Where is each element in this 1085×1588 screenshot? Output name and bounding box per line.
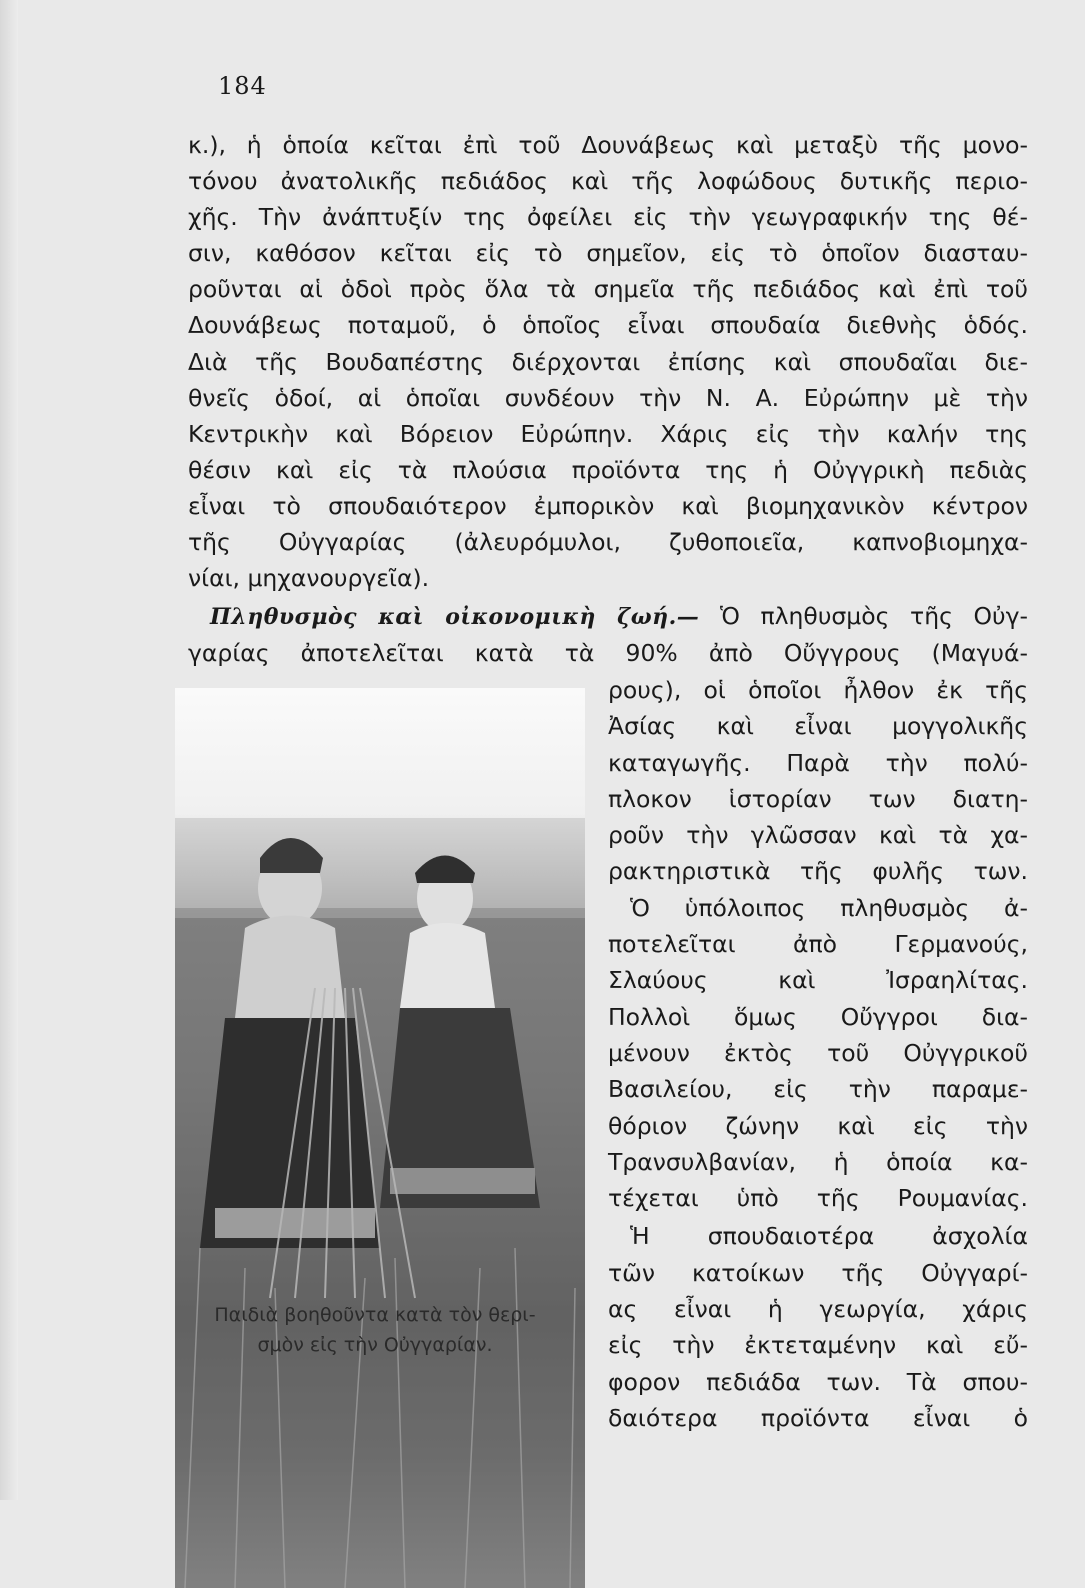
text-line: θέσιν καὶ εἰς τὰ πλούσια προϊόντα της ἡ Οὐγγρικὴ πεδιὰς bbox=[188, 455, 1028, 484]
side-line: πλοκον ἱστορίαν των διατη- bbox=[608, 784, 1028, 813]
side-line: Βασιλείου, εἰς τὴν παραμε- bbox=[608, 1075, 1028, 1104]
side-text bbox=[608, 672, 1028, 1436]
text-line: Δουνάβεως ποταμοῦ, ὁ ὁποῖος εἶναι σπουδαία διεθνὴς ὁδός. bbox=[188, 311, 1028, 340]
caption-line: Παιδιὰ βοηθοῦντα κατὰ τὸν θερι- bbox=[214, 1304, 536, 1326]
text-line: νίαι, μηχανουργεῖα). bbox=[188, 564, 430, 593]
text-line: Κεντρικὴν καὶ Βόρειον Εὐρώπην. Χάρις εἰς τὴν καλήν της bbox=[188, 419, 1028, 448]
side-line: τέχεται ὑπὸ τῆς Ρουμανίας. bbox=[608, 1184, 1028, 1213]
side-line: ροῦν τὴν γλῶσσαν καὶ τὰ χα- bbox=[608, 821, 1028, 850]
photo-caption bbox=[160, 1300, 590, 1360]
side-line: Ἡ σπουδαιοτέρα ἀσχολία bbox=[630, 1222, 1028, 1251]
side-line: ρακτηριστικὰ τῆς φυλῆς των. bbox=[608, 857, 1028, 886]
side-line: ρους), οἱ ὁποῖοι ἦλθον ἐκ τῆς bbox=[608, 676, 1028, 704]
text-line: σιν, καθόσον κεῖται εἰς τὸ σημεῖον, εἰς τὸ ὁποῖον διασταυ- bbox=[188, 239, 1028, 268]
text-line: γαρίας ἀποτελεῖται κατὰ τὰ 90% ἀπὸ Οὔγγρους (Μαγυά- bbox=[188, 639, 1028, 668]
text-line: τόνου ἀνατολικῆς πεδιάδος καὶ τῆς λοφώδους δυτικῆς περιο- bbox=[188, 167, 1028, 196]
side-line: ας εἶναι ἡ γεωργία, χάρις bbox=[608, 1295, 1028, 1324]
side-line: δαιότερα προϊόντα εἶναι ὁ bbox=[608, 1403, 1028, 1432]
section-heading-rest: Ὁ πληθυσμὸς τῆς Οὐγ- bbox=[719, 602, 1028, 631]
photo-illustration bbox=[175, 688, 585, 1588]
page-number: 184 bbox=[218, 72, 267, 100]
text-line: Διὰ τῆς Βουδαπέστης διέρχονται ἐπίσης καὶ σπουδαῖαι διε- bbox=[188, 347, 1028, 376]
photo-frame bbox=[175, 688, 585, 1588]
page-edge bbox=[0, 0, 18, 1500]
section-heading-line bbox=[188, 598, 1028, 635]
text-line: θνεῖς ὁδοί, αἱ ὁποῖαι συνδέουν τὴν Ν. Α. Εὐρώπην μὲ τὴν bbox=[188, 383, 1028, 412]
text-line: κ.), ἡ ὁποία κεῖται ἐπὶ τοῦ Δουνάβεως καὶ μεταξὺ τῆς μονο- bbox=[188, 131, 1028, 159]
side-line: Σλαύους καὶ Ἰσραηλίτας. bbox=[608, 966, 1028, 995]
side-line: Ἀσίας καὶ εἶναι μογγολικῆς bbox=[608, 712, 1028, 741]
side-line: Ὁ ὑπόλοιπος πληθυσμὸς ἀ- bbox=[630, 893, 1028, 922]
main-text bbox=[188, 127, 1028, 671]
text-line: ροῦνται αἱ ὁδοὶ πρὸς ὅλα τὰ σημεῖα τῆς πεδιάδος καὶ ἐπὶ τοῦ bbox=[188, 275, 1028, 304]
side-line: καταγωγῆς. Παρὰ τὴν πολύ- bbox=[608, 748, 1028, 777]
caption-line: σμὸν εἰς τὴν Οὐγγαρίαν. bbox=[257, 1334, 493, 1356]
side-line: μένουν ἐκτὸς τοῦ Οὐγγρικοῦ bbox=[608, 1038, 1028, 1067]
side-line: θόριον ζώνην καὶ εἰς τὴν bbox=[608, 1111, 1028, 1140]
section-heading: Πληθυσμὸς καὶ οἰκονομικὴ ζωή.— bbox=[210, 604, 700, 631]
side-line: τῶν κατοίκων τῆς Οὐγγαρί- bbox=[608, 1258, 1028, 1287]
side-line: εἰς τὴν ἐκτεταμένην καὶ εὔ- bbox=[608, 1331, 1028, 1360]
side-line: φορον πεδιάδα των. Τὰ σπου- bbox=[608, 1367, 1028, 1396]
text-line: εἶναι τὸ σπουδαιότερον ἐμπορικὸν καὶ βιομηχανικὸν κέντρον bbox=[188, 491, 1028, 520]
text-line: τῆς Οὐγγαρίας (ἀλευρόμυλοι, ζυθοποιεῖα, καπνοβιομηχα- bbox=[188, 528, 1028, 557]
side-line: ποτελεῖται ἀπὸ Γερμανούς, bbox=[608, 930, 1028, 959]
text-line: χῆς. Τὴν ἀνάπτυξίν της ὀφείλει εἰς τὴν γεωγραφικήν της θέ- bbox=[188, 203, 1028, 232]
side-line: Πολλοὶ ὅμως Οὔγγροι δια- bbox=[608, 1002, 1028, 1031]
side-line: Τρανσυλβανίαν, ἡ ὁποία κα- bbox=[608, 1147, 1028, 1176]
harvest-photo bbox=[175, 688, 585, 1588]
